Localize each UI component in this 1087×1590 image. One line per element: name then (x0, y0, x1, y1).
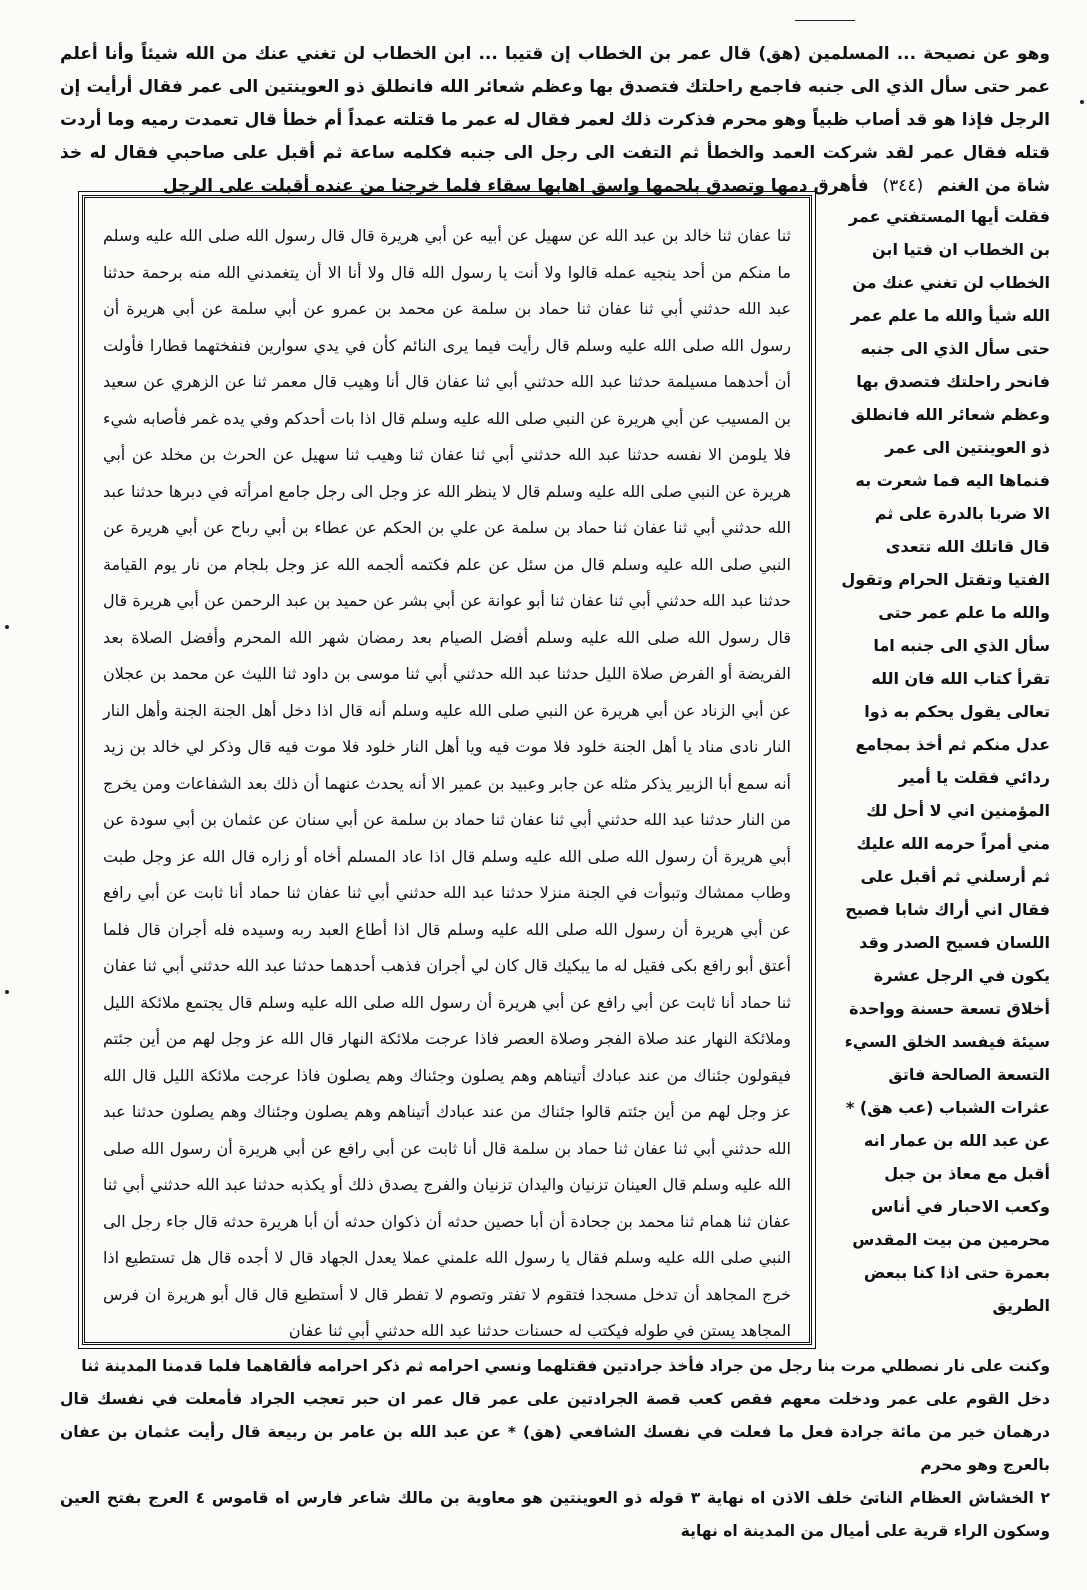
page-number: (٣٤٤) (882, 176, 924, 196)
main-paragraph: ثنا عفان ثنا خالد بن عبد الله عن سهيل عن أبيه عن أبي هريرة قال قال رسول الله صلى الله عليه وسلم ما منكم من أحد ينجيه عمله قالوا ولا أنت يا رسول الله قال ولا أنا الا أن يتغمدني الله منه برحمة حدثنا عبد الله حدثني أبي ثنا عفان ثنا حماد بن سلمة عن محمد بن عمرو عن أبي سلمة عن أبي هريرة أن رسول الله صلى الله عليه وسلم قال رأيت فيما يرى النائم كأن في يدي سوارين فنفختهما فطارا فأولت أن أحدهما مسيلمة حدثنا عبد الله حدثني أبي ثنا عفان قال أنا وهيب قال معمر ثنا عن الزهري عن سعيد بن المسيب عن أبي هريرة عن النبي صلى الله عليه وسلم قال اذا بات أحدكم وفي يده غمر فأصابه شيء فلا يلومن الا نفسه حدثنا عبد الله حدثني أبي ثنا عفان ثنا وهيب ثنا سهيل عن الحرث بن مخلد عن أبي هريرة عن النبي صلى الله عليه وسلم قال لا ينظر الله عز وجل الى رجل جامع امرأته في دبرها حدثنا عبد الله حدثني أبي ثنا عفان ثنا حماد بن سلمة عن علي بن الحكم عن عطاء بن أبي رباح عن أبي هريرة عن النبي صلى الله عليه وسلم قال من سئل عن علم فكتمه ألجمه الله عز وجل بلجام من نار يوم القيامة حدثنا عبد الله حدثني أبي ثنا عفان ثنا أبو عوانة عن أبي بشر عن حميد بن عبد الرحمن عن أبي هريرة قال قال رسول الله صلى الله عليه وسلم أفضل الصيام بعد رمضان شهر الله المحرم وأفضل الصلاة بعد الفريضة أو الفرض صلاة الليل حدثنا عبد الله حدثني أبي ثنا موسى بن داود ثنا الليث عن محمد بن عجلان عن أبي الزناد عن أبي هريرة عن النبي صلى الله عليه وسلم أنه قال اذا دخل أهل الجنة الجنة وأهل النار النار نادى مناد يا أهل الجنة خلود فلا موت فيه ويا أهل النار خلود فلا موت فيه قال وذكر لي خالد بن زيد أنه سمع أبا الزبير يذكر مثله عن جابر وعبيد بن عمير الا أنه يحدث عنهما أن ذلك بعد الشفاعات ومن يخرج من النار حدثنا عبد الله حدثني أبي ثنا عفان ثنا حماد بن سلمة عن أبي سنان عن عثمان بن أبي سودة عن أبي هريرة أن رسول الله صلى الله عليه وسلم قال اذا عاد المسلم أخاه أو زاره قال الله عز وجل طبت وطاب ممشاك وتبوأت في الجنة منزلا حدثنا عبد الله حدثني أبي ثنا عفان ثنا حماد أنا ثابت عن أبي رافع عن أبي هريرة أن رسول الله صلى الله عليه وسلم قال اذا أطاع العبد ربه وسيده فله أجران قال فلما أعتق أبو رافع بكى فقيل له ما يبكيك قال كان لي أجران فذهب أحدهما حدثنا عبد الله حدثني أبي ثنا عفان ثنا حماد أنا ثابت عن أبي رافع عن أبي هريرة أن رسول الله صلى الله عليه وسلم قال يجتمع ملائكة الليل وملائكة النهار عند صلاة الفجر وصلاة العصر فاذا عرجت ملائكة النهار قال الله عز وجل لهم من أين جئتم فيقولون جئناك من عند عبادك أتيناهم وهم يصلون وجئناك وهم يصلون فاذا عرجت ملائكة الليل قال الله عز وجل لهم من أين جئتم قالوا جئناك من عند عبادك أتيناهم وهم يصلون وجئناك وهم يصلون حدثنا عبد الله حدثني أبي ثنا عفان ثنا حماد بن سلمة قال أنا ثابت عن أبي رافع عن أبي هريرة أن رسول الله صلى الله عليه وسلم قال العينان تزنيان واليدان تزنيان والفرج يصدق ذلك أو يكذبه حدثنا عبد الله حدثني أبي ثنا عفان ثنا همام ثنا محمد بن جحادة أن أبا حصين حدثه أن ذكوان حدثه أن أبا هريرة حدثه قال جاء رجل الى النبي صلى الله عليه وسلم فقال يا رسول الله علمني عملا يعدل الجهاد قال لا أجده قال هل تستطيع اذا خرج المجاهد أن تدخل مسجدا فتقوم لا تفتر وتصوم لا تفطر قال لا أستطيع قال قال أبو هريرة ان فرس المجاهد يستن في طوله فيكتب له حسنات حدثنا عبد الله حدثني أبي ثنا عفان (103, 226, 791, 1340)
bottom-line-1 (60, 1350, 1050, 1383)
top-paragraph (60, 38, 1050, 203)
bottom-line-2: دخل القوم على عمر ودخلت معهم فقص كعب قصة الجرادتين على عمر قال عمر ان حبر تعجب الجراد فأمعلت في نفسك قال درهمان خير من مائة جرادة فعل ما فعلت في نفسك الشافعي (هق) * عن عبد الله بن عامر بن ربيعة قال رأيت عثمان بن عفان بالعرج وهو محرم (60, 1390, 1050, 1474)
footnotes: ٢ الخشاش العظام الناتئ خلف الاذن اه نهاية ٣ قوله ذو العوينتين هو معاوية بن مالك شاعر فارس اه قاموس ٤ العرج بفتح العين وسكون الراء قرية على أميال من المدينة اه نهاية (60, 1489, 1051, 1540)
side-paragraph: فقلت أيها المستفتي عمر بن الخطاب ان فتيا ابن الخطاب لن تغني عنك من الله شيأ والله ما علم عمر حتى سأل الذي الى جنبه فانحر راحلتك فتصدق بها وعظم شعائر الله فانطلق ذو العوينتين الى عمر فنماها اليه فما شعرت به الا ضربا بالدرة على ثم قال قاتلك الله تتعدى الفتيا وتقتل الحرام وتقول والله ما علم عمر حتى سأل الذي الى جنبه اما تقرأ كتاب الله فان الله تعالى يقول يحكم به ذوا عدل منكم ثم أخذ بمجامع ردائي فقلت يا أمير المؤمنين اني لا أحل لك مني أمراً حرمه الله عليك ثم أرسلني ثم أقبل على فقال اني أراك شابا فصيح اللسان فسيح الصدر وقد يكون في الرجل عشرة أخلاق تسعة حسنة وواحدة سيئة فيفسد الخلق السيء التسعة الصالحة فاتق عثرات الشباب (عب هق) * عن عبد الله بن عمار انه أقبل مع معاذ بن جبل وكعب الاحبار في أناس محرمين من بيت المقدس بعمرة حتى اذا كنا ببعض الطريق (841, 207, 1050, 1315)
main-hadith-frame (82, 195, 812, 1345)
main-text-block (103, 218, 791, 1345)
margin-mark (5, 625, 9, 629)
bottom-line-1-text: وكنت على نار نصطلي مرت بنا رجل من جراد فأخذ جرادتين فقتلهما ونسي احرامه ثم ذكر احرامه فألقاهما فلما قدمنا المدينة (104, 1357, 1050, 1375)
bottom-text-block (60, 1350, 1050, 1548)
margin-mark (5, 990, 9, 994)
margin-mark (1080, 100, 1084, 104)
bottom-line-1-tail: ثنا (81, 1357, 100, 1375)
top-text-tail: فأهرق دمها وتصدق بلحمها واسق اهابها سقاء فلما خرجنا من عنده أقبلت على الرجل (162, 176, 869, 196)
top-text: وهو عن نصيحة ... المسلمين (هق) قال عمر بن الخطاب إن قتيبا ... ابن الخطاب لن تغني عنك من الله شيئاً وأنا أعلم عمر حتى سأل الذي الى جنبه فاجمع راحلتك فتصدق بها وعظم شعائر الله فانطلق ذو العوينتين الى عمر فقال أرأيت إن الرجل فإذا هو قد أصاب ظبياً وهو محرم فذكرت ذلك لعمر فقال له عمر ما قتلته عمداً أم خطأ قال تعمدت رميه وما أردت قتله فقال عمر لقد شركت العمد والخطأ ثم التفت الى رجل الى جنبه فكلمه ساعة ثم أقبل على صاحبي فقال له خذ شاة من الغنم (60, 44, 1050, 196)
top-text-block (60, 38, 1050, 203)
side-column (840, 200, 1050, 1322)
header-rule (795, 20, 855, 21)
